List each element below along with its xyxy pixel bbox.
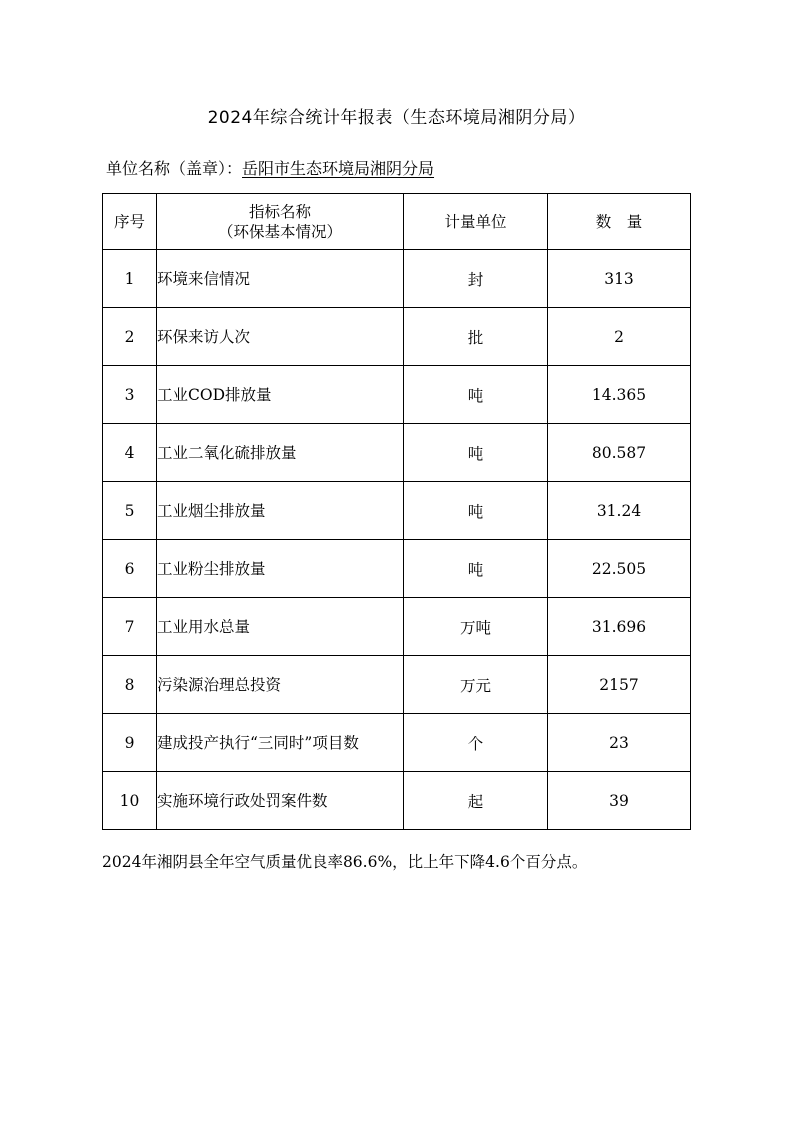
row-no: 5 [103,482,157,540]
row-no: 1 [103,250,157,308]
row-unit: 吨 [404,540,548,598]
row-indicator-name: 污染源治理总投资 [157,656,404,714]
report-table [102,193,691,830]
row-unit: 批 [404,308,548,366]
row-unit: 万元 [404,656,548,714]
table-row [103,366,691,424]
table-row [103,308,691,366]
row-unit: 个 [404,714,548,772]
table-row [103,482,691,540]
row-no: 7 [103,598,157,656]
unit-name: 岳阳市生态环境局湘阴分局 [242,159,435,178]
row-indicator-name: 建成投产执行“三同时”项目数 [157,714,404,772]
header-indicator-line2: （环保基本情况） [217,222,342,241]
row-no: 3 [103,366,157,424]
row-value: 31.696 [548,598,691,656]
table-row [103,250,691,308]
row-unit: 吨 [404,366,548,424]
unit-line [106,156,434,179]
row-indicator-name: 环境来信情况 [157,250,404,308]
row-indicator-name: 工业COD排放量 [157,366,404,424]
row-value: 2 [548,308,691,366]
row-value: 313 [548,250,691,308]
table-row [103,598,691,656]
row-unit: 吨 [404,482,548,540]
footnote: 2024年湘阴县全年空气质量优良率86.6%，比上年下降4.6个百分点。 [102,853,588,871]
row-unit: 吨 [404,424,548,482]
row-indicator-name: 环保来访人次 [157,308,404,366]
row-indicator-name: 工业粉尘排放量 [157,540,404,598]
row-no: 6 [103,540,157,598]
row-no: 8 [103,656,157,714]
unit-label: 单位名称（盖章）： [106,159,243,178]
row-unit: 起 [404,772,548,830]
row-value: 2157 [548,656,691,714]
row-unit: 万吨 [404,598,548,656]
table-row [103,772,691,830]
header-indicator [157,194,404,250]
table-row [103,424,691,482]
row-value: 14.365 [548,366,691,424]
row-unit: 封 [404,250,548,308]
table-row [103,714,691,772]
row-no: 4 [103,424,157,482]
row-indicator-name: 实施环境行政处罚案件数 [157,772,404,830]
row-indicator-name: 工业烟尘排放量 [157,482,404,540]
row-value: 22.505 [548,540,691,598]
header-indicator-line1: 指标名称 [248,202,311,221]
header-value: 数 量 [548,194,691,250]
header-no: 序号 [103,194,157,250]
row-value: 80.587 [548,424,691,482]
table-header-row [103,194,691,250]
row-no: 2 [103,308,157,366]
row-indicator-name: 工业二氧化硫排放量 [157,424,404,482]
row-no: 9 [103,714,157,772]
report-title: 2024年综合统计年报表（生态环境局湘阴分局） [207,108,586,128]
row-value: 31.24 [548,482,691,540]
row-value: 39 [548,772,691,830]
table-row [103,540,691,598]
row-indicator-name: 工业用水总量 [157,598,404,656]
row-value: 23 [548,714,691,772]
table-row [103,656,691,714]
header-unit: 计量单位 [404,194,548,250]
row-no: 10 [103,772,157,830]
